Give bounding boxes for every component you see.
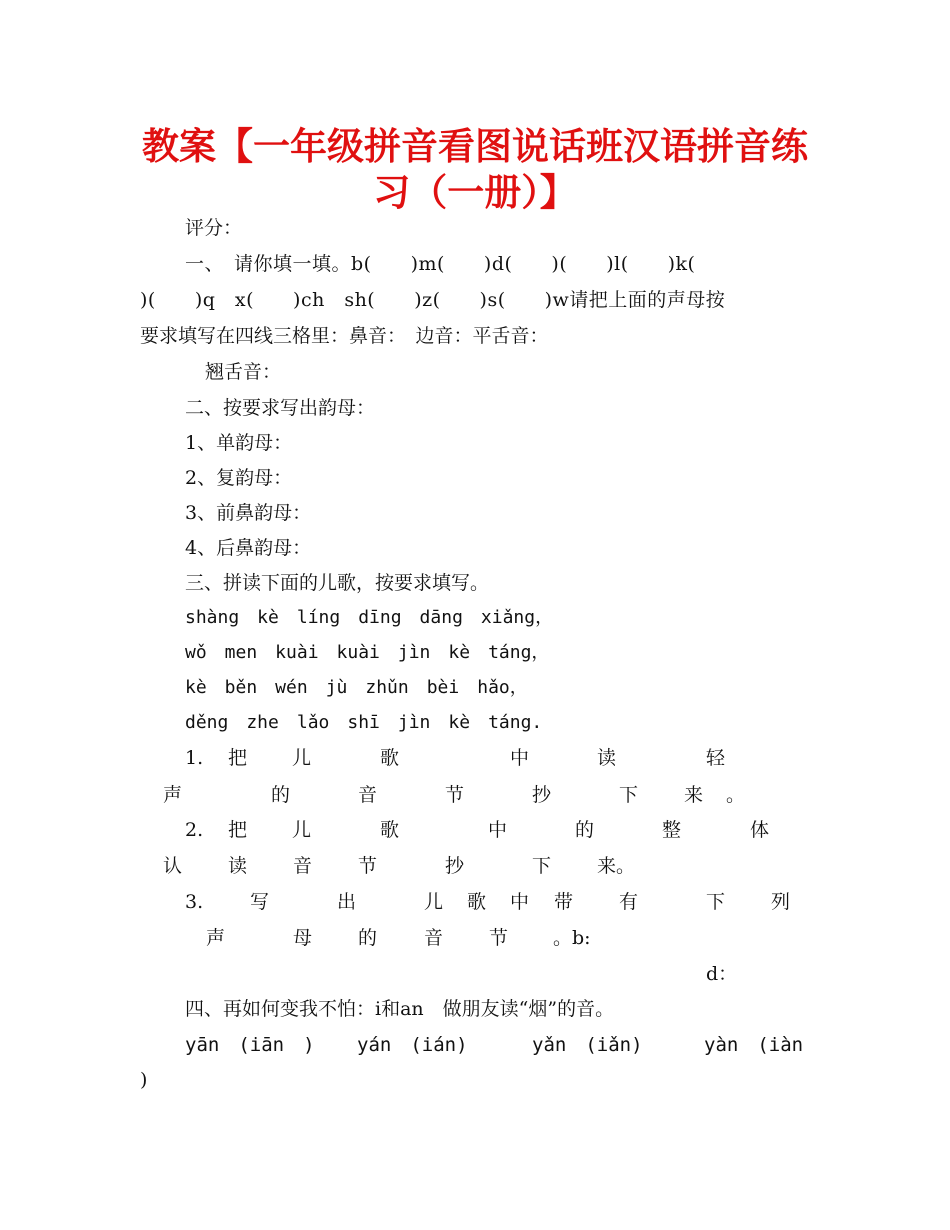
section4-heading: 四、再如何变我不怕：i和an 做朋友读“烟”的音。: [185, 998, 615, 1020]
section2-item: 4、后鼻韵母：: [185, 537, 312, 559]
task2-token: 读: [228, 855, 248, 877]
poem-line: děng zhe lǎo shī jìn kè táng.: [185, 712, 543, 733]
task2-token: 音: [293, 855, 313, 877]
task3-token: 声: [206, 927, 226, 949]
task1-token: 来: [684, 784, 704, 806]
task3-token: 下: [706, 891, 726, 913]
task2-token: 歌: [380, 819, 400, 841]
task1-token: 下: [619, 784, 639, 806]
task1-token: 儿: [292, 747, 312, 769]
task2-token: 儿: [292, 819, 312, 841]
doc-title-line2: 习（一册）】: [373, 171, 577, 214]
task3-token: 歌: [467, 891, 487, 913]
task2-token: 整: [662, 819, 682, 841]
task1-token: 轻: [706, 747, 726, 769]
doc-title-line1: 教案【一年级拼音看图说话班汉语拼音练: [142, 125, 808, 168]
section2-item: 2、复韵母：: [185, 467, 293, 489]
task3-token: 出: [337, 891, 357, 913]
task2-token: 抄: [445, 855, 465, 877]
task3-token: 写: [250, 891, 270, 913]
task2-token: 节: [358, 855, 378, 877]
poem-line: wǒ men kuài kuài jìn kè táng，: [185, 642, 550, 663]
task1-token: 歌: [380, 747, 400, 769]
section2-item: 1、单韵母：: [185, 432, 293, 454]
section1-line2: )( )q x( )ch sh( )z( )s( )w请把上面的声母按: [140, 289, 726, 311]
task1-token: 。: [726, 784, 746, 806]
task1-token: 节: [445, 784, 465, 806]
task3-token: 列: [771, 891, 791, 913]
task1-token: 声: [163, 784, 183, 806]
task1-token: 1.: [185, 747, 204, 769]
task3-token: 有: [619, 891, 639, 913]
reading: yán (ián): [357, 1034, 468, 1056]
task3-token: 中: [510, 891, 530, 913]
task2-token: 把: [228, 819, 248, 841]
section1-line4: 翘舌音：: [205, 361, 282, 383]
section2-heading: 二、按要求写出韵母：: [185, 397, 376, 419]
task2-token: 中: [488, 819, 508, 841]
task2-token: 体: [750, 819, 770, 841]
task2-token: 下: [532, 855, 552, 877]
reading-tail: ): [140, 1069, 148, 1091]
poem-line: kè běn wén jù zhǔn bèi hǎo，: [185, 677, 528, 698]
task1-token: 音: [358, 784, 378, 806]
section1-line3: 要求填写在四线三格里：鼻音： 边音：平舌音：: [140, 325, 549, 347]
task3-token: 节: [489, 927, 509, 949]
task3-token: 儿: [424, 891, 444, 913]
poem-line: shàng kè líng dīng dāng xiǎng，: [185, 607, 554, 628]
task1-token: 的: [271, 784, 291, 806]
reading: yān (iān ): [185, 1034, 315, 1056]
task1-token: 读: [597, 747, 617, 769]
section2-item: 3、前鼻韵母：: [185, 502, 312, 524]
section1-line1: 一、 请你填一填。b( )m( )d( )( )l( )k(: [185, 253, 696, 275]
task3-token: d：: [706, 963, 738, 985]
section3-heading: 三、拼读下面的儿歌，按要求填写。: [185, 572, 490, 594]
score-label: 评分：: [185, 217, 243, 239]
task3-token: 母: [293, 927, 313, 949]
task1-token: 中: [510, 747, 530, 769]
task3-token: 的: [358, 927, 378, 949]
task3-token: 带: [554, 891, 574, 913]
task2-token: 来。: [597, 855, 636, 877]
task2-token: 2.: [185, 819, 204, 841]
task2-token: 的: [575, 819, 595, 841]
task1-token: 抄: [532, 784, 552, 806]
task1-token: 把: [228, 747, 248, 769]
reading: yǎn (iǎn): [532, 1034, 643, 1056]
task2-token: 认: [163, 855, 183, 877]
reading: yàn (iàn: [704, 1034, 804, 1056]
task3-token: 3.: [185, 891, 204, 913]
task3-token: 音: [424, 927, 444, 949]
task3-token: 。b:: [553, 927, 591, 949]
